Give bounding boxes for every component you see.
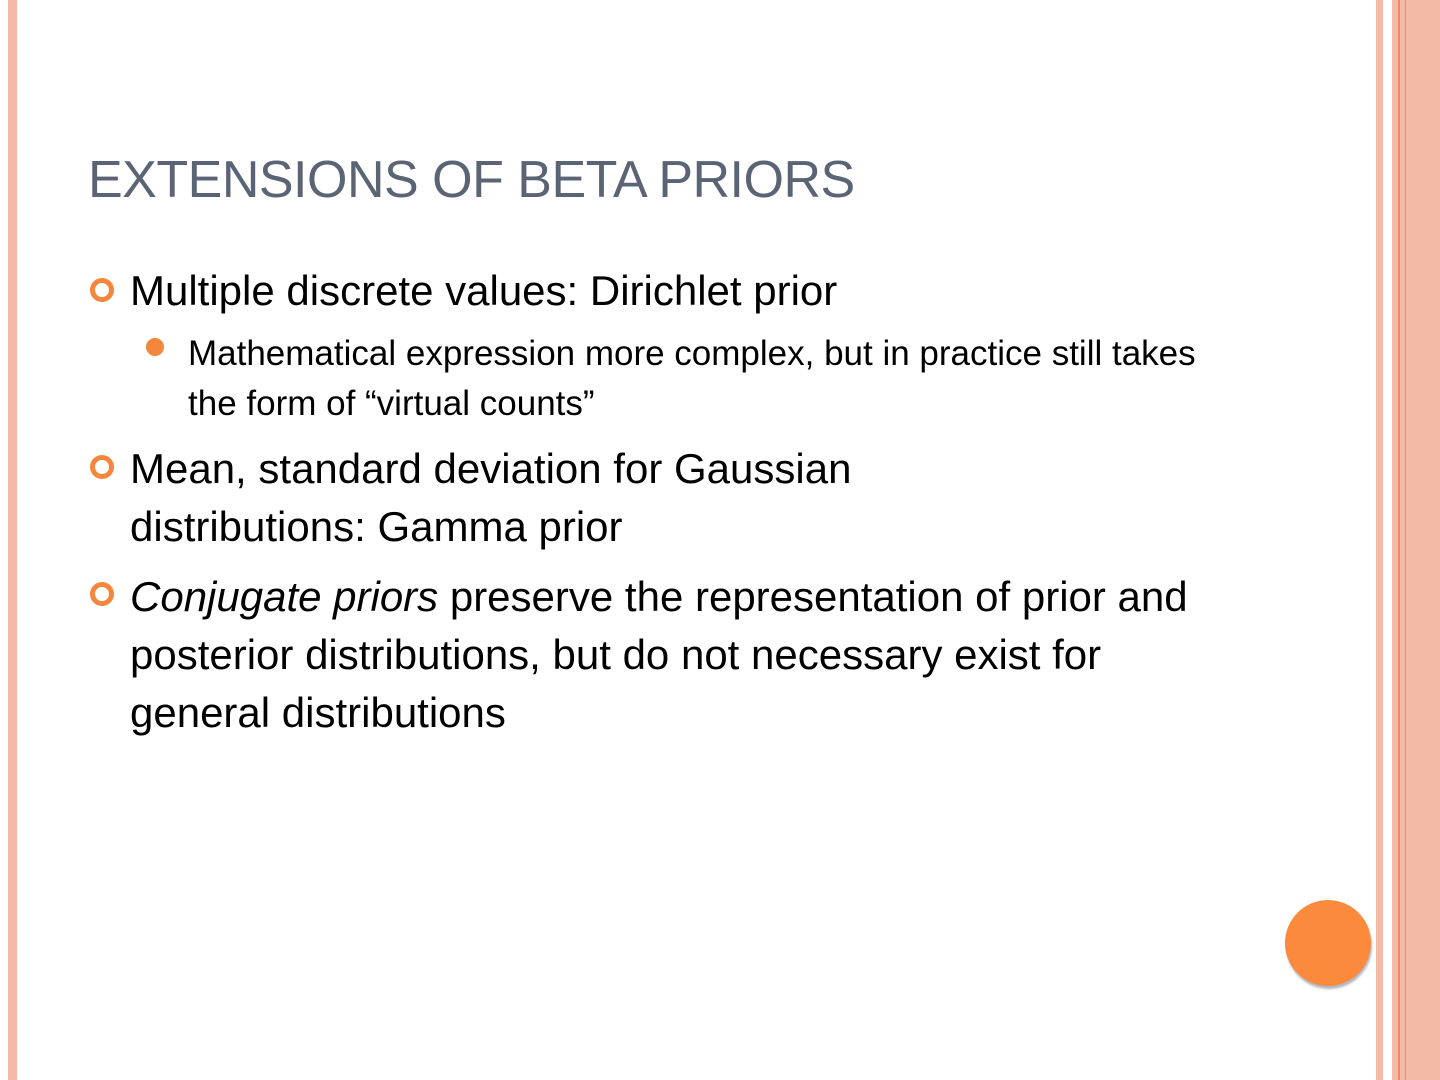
bullet-item: Multiple discrete values: Dirichlet prior: [130, 267, 838, 314]
bullet-emphasis: Conjugate priors: [130, 573, 439, 620]
ring-bullet-icon: [90, 582, 114, 606]
bullet-item: [130, 568, 1250, 742]
ring-bullet-icon: [90, 278, 114, 302]
slide-title: EXTENSIONS OF BETA PRIORS: [88, 151, 855, 209]
sub-bullet-item: Mathematical expression more complex, but in practice still takes the form of “virtual counts”: [188, 334, 1196, 423]
circle-icon: [1285, 900, 1371, 986]
bullet-text: preserve the representation of prior and posterior distributions, but do not necessary exist for general distributions: [130, 573, 1188, 736]
bullet-item: Mean, standard deviation for Gaussian distributions: Gamma prior: [130, 445, 852, 550]
dot-bullet-icon: [146, 338, 164, 356]
ring-bullet-icon: [90, 455, 114, 479]
